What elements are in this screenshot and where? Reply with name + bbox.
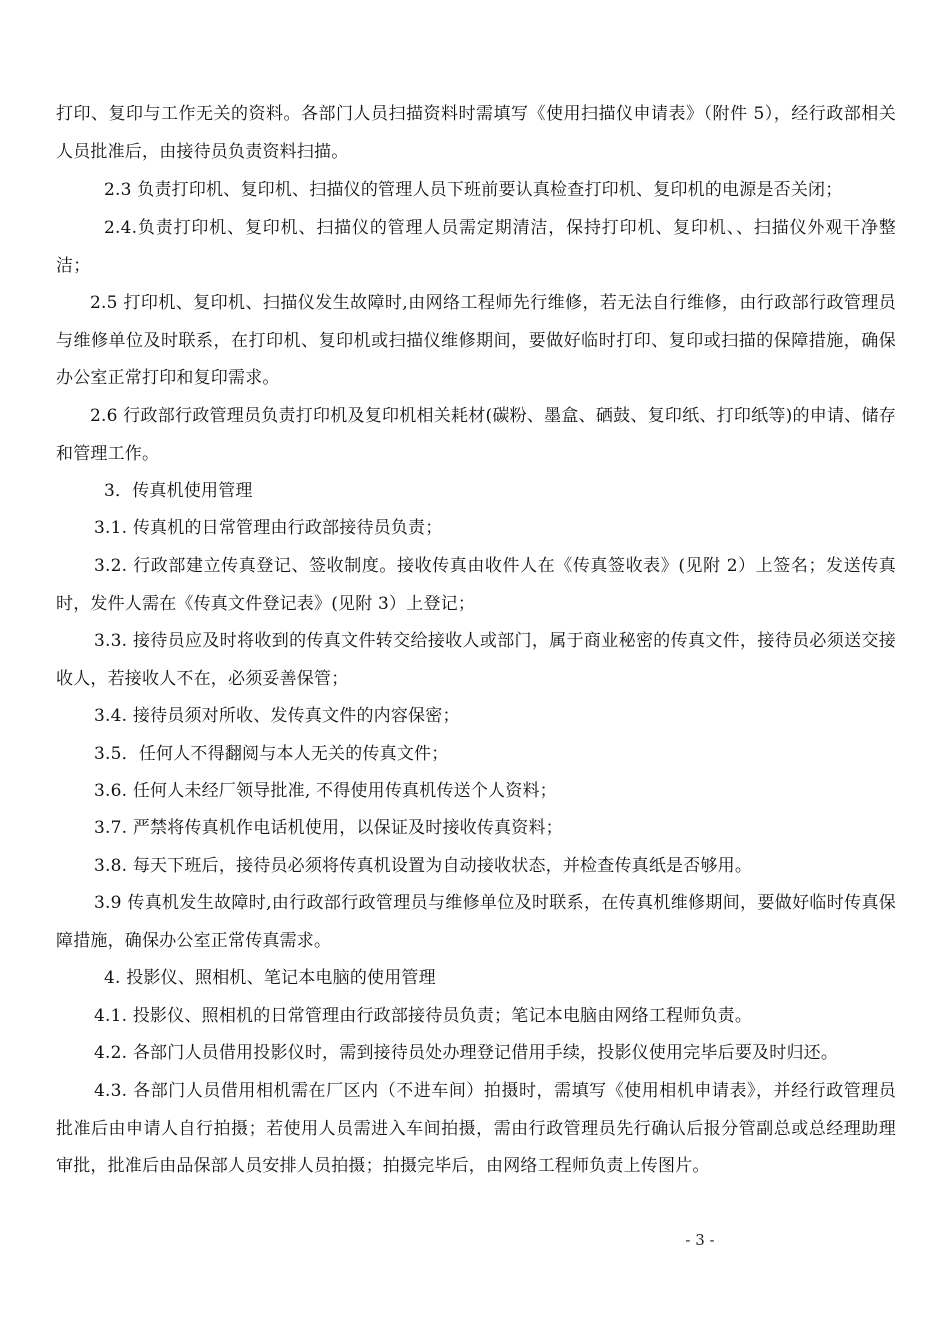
paragraph-4-3: 4.3. 各部门人员借用相机需在厂区内（不进车间）拍摄时，需填写《使用相机申请表》，并经行政管理员批准后由申请人自行拍摄；若使用人员需进入车间拍摄，需由行政管理员先行确认后报分管副总或总经理助理审批，批准后由品保部人员安排人员拍摄；拍摄完毕后，由网络工程师负责上传图片。: [56, 1081, 896, 1176]
paragraph-3-7: 3.7. 严禁将传真机作电话机使用，以保证及时接收传真资料；: [94, 818, 563, 838]
paragraph-3-9: 3.9 传真机发生故障时,由行政部行政管理员与维修单位及时联系，在传真机维修期间，要做好临时传真保障措施，确保办公室正常传真需求。: [56, 893, 896, 951]
paragraph-3-8: 3.8. 每天下班后，接待员必须将传真机设置为自动接收状态，并检查传真纸是否够用。: [94, 856, 753, 876]
paragraph-2-5: 2.5 打印机、复印机、扫描仪发生故障时,由网络工程师先行维修，若无法自行维修，由行政部行政管理员与维修单位及时联系，在打印机、复印机或扫描仪维修期间，要做好临时打印、复印或扫描的保障措施，确保办公室正常打印和复印需求。: [56, 293, 896, 388]
paragraph-3-5: 3.5．任何人不得翻阅与本人无关的传真文件；: [94, 744, 449, 764]
paragraph-3-3: 3.3. 接待员应及时将收到的传真文件转交给接收人或部门，属于商业秘密的传真文件，接待员必须送交接收人，若接收人不在，必须妥善保管；: [56, 631, 896, 689]
paragraph-3-1: 3.1. 传真机的日常管理由行政部接待员负责；: [94, 518, 443, 538]
section-heading-3: 3．传真机使用管理: [104, 481, 253, 501]
paragraph-2-6: 2.6 行政部行政管理员负责打印机及复印机相关耗材(碳粉、墨盒、硒鼓、复印纸、打印纸等)的申请、储存和管理工作。: [56, 406, 896, 464]
paragraph-4-2: 4.2. 各部门人员借用投影仪时，需到接待员处办理登记借用手续，投影仪使用完毕后要及时归还。: [94, 1043, 839, 1063]
paragraph-2-3: 2.3 负责打印机、复印机、扫描仪的管理人员下班前要认真检查打印机、复印机的电源是否关闭；: [104, 180, 843, 200]
paragraph-continuation: 打印、复印与工作无关的资料。各部门人员扫描资料时需填写《使用扫描仪申请表》（附件 5），经行政部相关人员批准后，由接待员负责资料扫描。: [56, 104, 896, 162]
page-number: - 3 -: [685, 1231, 715, 1249]
section-heading-4: 4. 投影仪、照相机、笔记本电脑的使用管理: [104, 968, 436, 988]
paragraph-3-2: 3.2. 行政部建立传真登记、签收制度。接收传真由收件人在《传真签收表》(见附 2）上签名；发送传真时，发件人需在《传真文件登记表》(见附 3）上登记；: [56, 556, 896, 614]
paragraph-2-4: 2.4.负责打印机、复印机、扫描仪的管理人员需定期清洁，保持打印机、复印机、、扫描仪外观干净整洁；: [56, 218, 896, 276]
paragraph-3-6: 3.6. 任何人未经厂领导批准, 不得使用传真机传送个人资料；: [94, 781, 557, 801]
paragraph-3-4: 3.4. 接待员须对所收、发传真文件的内容保密；: [94, 706, 460, 726]
paragraph-4-1: 4.1. 投影仪、照相机的日常管理由行政部接待员负责；笔记本电脑由网络工程师负责。: [94, 1006, 753, 1026]
